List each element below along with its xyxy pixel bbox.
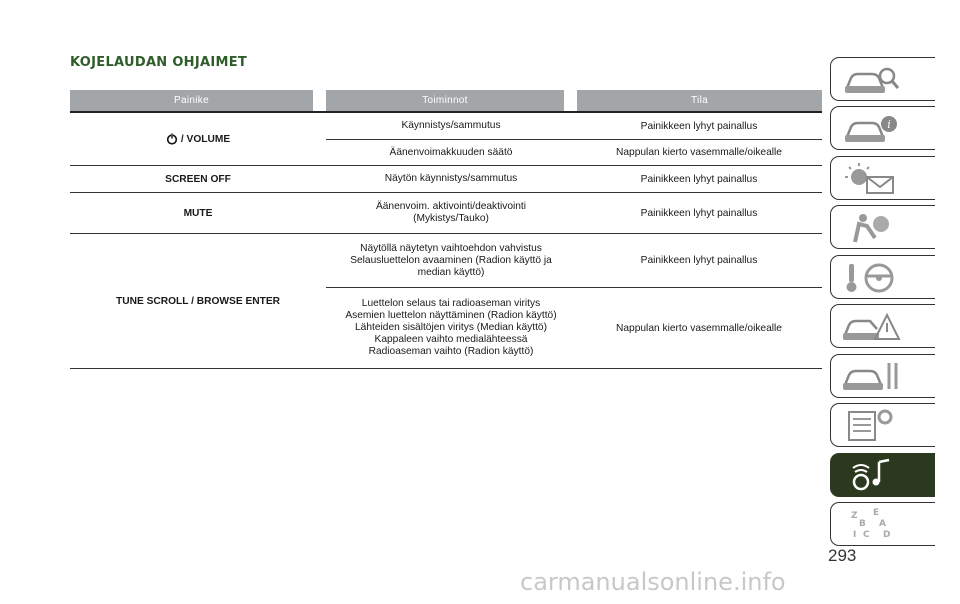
chapter-tab[interactable] bbox=[830, 502, 935, 546]
svg-text:B: B bbox=[859, 519, 866, 529]
page-number: 293 bbox=[828, 546, 857, 565]
power-icon bbox=[166, 133, 178, 145]
button-label: / VOLUME bbox=[180, 133, 231, 145]
chapter-tab[interactable] bbox=[830, 403, 935, 447]
svg-text:A: A bbox=[879, 519, 886, 529]
car-info-icon bbox=[841, 111, 901, 147]
chapter-tab[interactable] bbox=[830, 354, 935, 398]
svg-text:C: C bbox=[863, 530, 870, 540]
chapter-tab-multimedia[interactable] bbox=[830, 453, 935, 497]
svg-text:D: D bbox=[883, 530, 891, 540]
warning-light-message-icon bbox=[841, 161, 901, 197]
header-functions: Toiminnot bbox=[326, 90, 564, 111]
table-row-mute bbox=[70, 193, 822, 234]
function-cell: Käynnistys/sammutus bbox=[401, 120, 501, 131]
table-row-volume bbox=[70, 113, 822, 166]
controls-table bbox=[70, 90, 822, 369]
chapter-tab[interactable] bbox=[830, 304, 935, 348]
seat-airbag-icon bbox=[841, 210, 901, 246]
header-button: Painike bbox=[70, 90, 313, 111]
table-subrow bbox=[326, 139, 822, 165]
svg-text:I: I bbox=[853, 530, 857, 540]
function-cell: Luettelon selaus tai radioaseman viritys Asemien luettelon näyttäminen (Radion käyttö) Lähteiden sisältöjen viritys (Median käyttö) Kappaleen vaihto medialähteessä Radioaseman vaihto (Radion käyttö) bbox=[345, 298, 557, 357]
mode-cell: Nappulan kierto vasemmalle/oikealle bbox=[616, 147, 782, 158]
alphabet-index-icon bbox=[841, 507, 901, 543]
button-cell: SCREEN OFF bbox=[165, 173, 231, 185]
chapter-tab[interactable] bbox=[830, 255, 935, 299]
button-cell: MUTE bbox=[183, 207, 213, 219]
watermark: carmanualsonline.info bbox=[520, 568, 786, 596]
table-header bbox=[70, 90, 822, 111]
function-cell: Näytön käynnistys/sammutus bbox=[384, 173, 518, 184]
svg-text:i: i bbox=[887, 118, 891, 131]
header-mode: Tila bbox=[577, 90, 822, 111]
mode-cell: Painikkeen lyhyt painallus bbox=[640, 173, 758, 185]
table-subrow bbox=[326, 113, 822, 139]
table-subrow bbox=[326, 287, 822, 368]
chapter-tab[interactable] bbox=[830, 205, 935, 249]
button-cell: TUNE SCROLL / BROWSE ENTER bbox=[116, 295, 280, 307]
mode-cell: Painikkeen lyhyt painallus bbox=[640, 207, 758, 219]
mode-cell: Painikkeen lyhyt painallus bbox=[640, 255, 758, 266]
svg-text:E: E bbox=[873, 508, 880, 518]
table-row-tune bbox=[70, 234, 822, 369]
multimedia-icon bbox=[841, 458, 901, 494]
table-subrow bbox=[326, 234, 822, 287]
mode-cell: Painikkeen lyhyt painallus bbox=[640, 120, 758, 132]
svg-text:Z: Z bbox=[851, 511, 858, 521]
table-row-screen-off bbox=[70, 166, 822, 193]
car-tools-icon bbox=[841, 359, 901, 395]
page-title: KOJELAUDAN OHJAIMET bbox=[70, 55, 248, 70]
car-search-icon bbox=[841, 62, 901, 98]
button-cell bbox=[70, 113, 326, 165]
mode-cell: Nappulan kierto vasemmalle/oikealle bbox=[616, 322, 782, 334]
checklist-gear-icon bbox=[841, 408, 901, 444]
car-crash-warning-icon bbox=[841, 309, 901, 345]
function-cell: Äänenvoim. aktivointi/deaktivointi (Mykistys/Tauko) bbox=[375, 201, 527, 224]
function-cell: Äänenvoimakkuuden säätö bbox=[389, 146, 513, 158]
chapter-tab[interactable] bbox=[830, 156, 935, 200]
chapter-tab[interactable] bbox=[830, 57, 935, 101]
chapter-tab[interactable] bbox=[830, 106, 935, 150]
key-steering-wheel-icon bbox=[841, 260, 901, 296]
function-cell: Näytöllä näytetyn vaihtoehdon vahvistus Selausluettelon avaaminen (Radion käyttö ja median käyttö) bbox=[350, 242, 552, 278]
